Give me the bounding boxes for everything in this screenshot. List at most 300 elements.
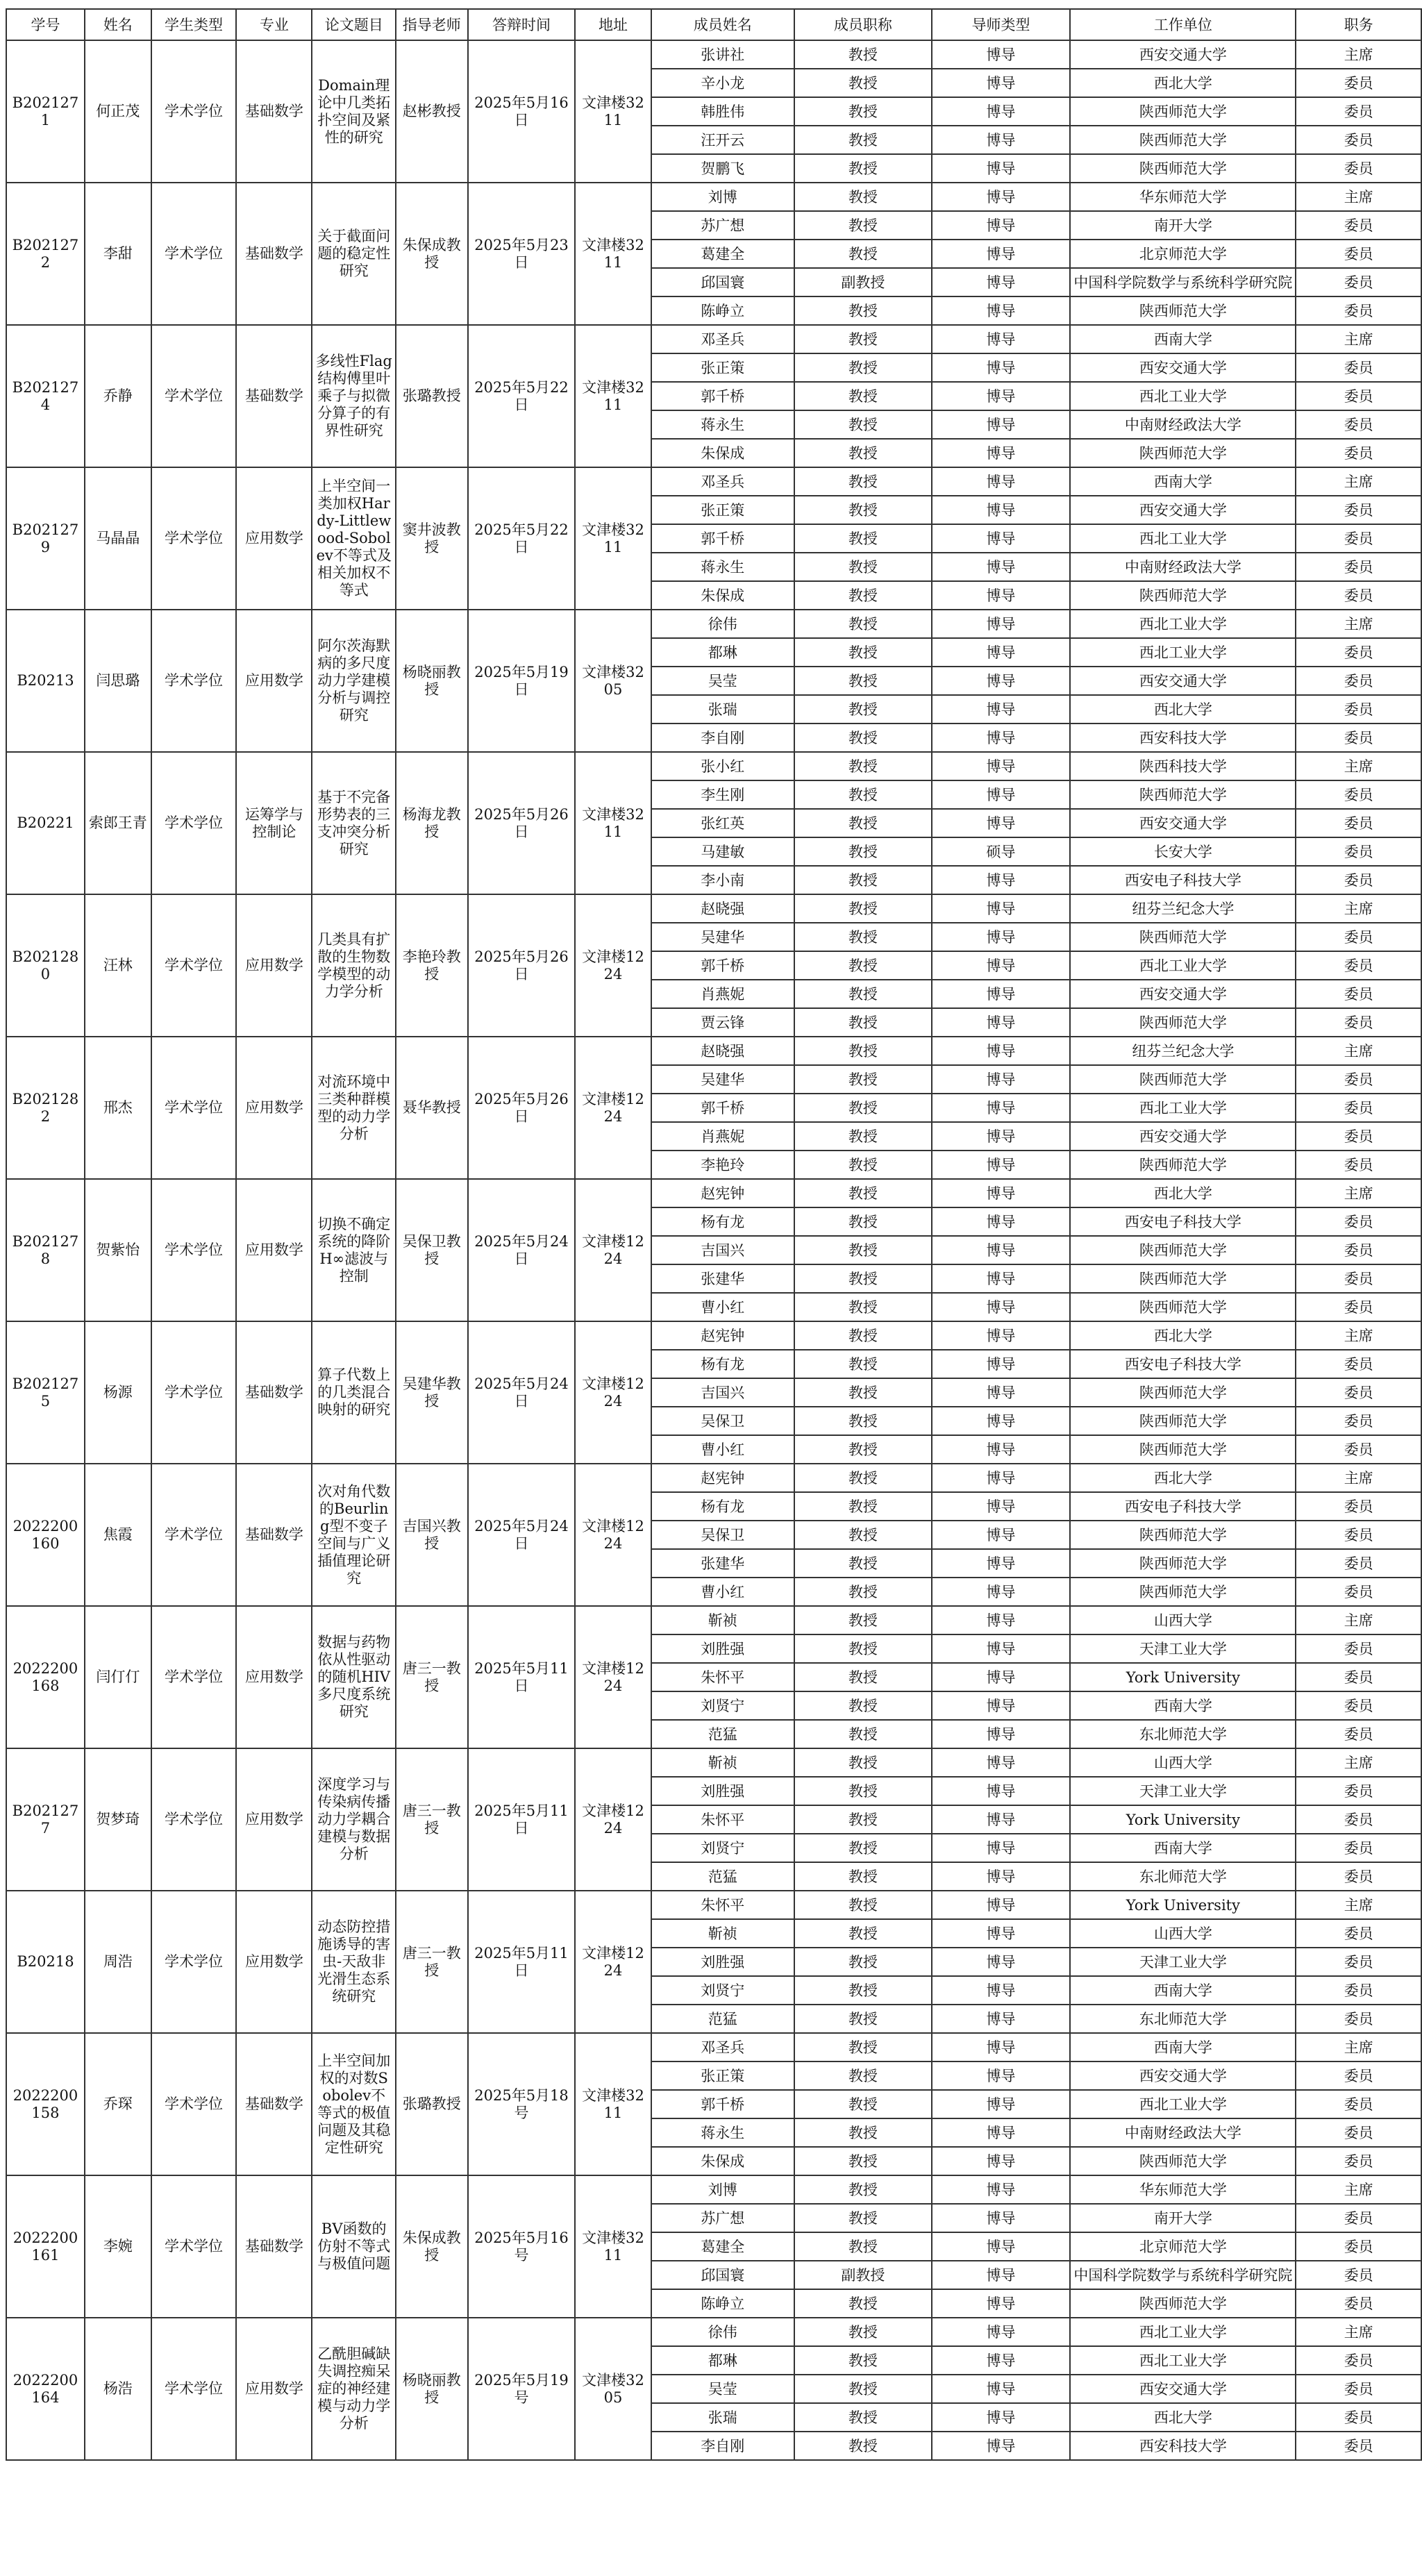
student-type-cell: 学术学位	[151, 752, 237, 894]
member-title-cell: 教授	[794, 2147, 932, 2175]
member-title-cell: 教授	[794, 1919, 932, 1948]
member-title-cell: 教授	[794, 1492, 932, 1521]
member-title-cell: 教授	[794, 1521, 932, 1549]
member-workplace-cell: 陕西师范大学	[1070, 1293, 1296, 1321]
member-role-cell: 委员	[1296, 980, 1421, 1008]
member-role-cell: 委员	[1296, 2403, 1421, 2432]
header-row	[6, 9, 1421, 40]
member-workplace-cell: 山西大学	[1070, 1748, 1296, 1777]
major-cell: 应用数学	[236, 1891, 312, 2033]
member-name-cell: 马建敏	[651, 837, 794, 866]
member-role-cell: 委员	[1296, 353, 1421, 382]
supervisor-type-cell: 博导	[932, 724, 1071, 752]
member-name-cell: 赵晓强	[651, 894, 794, 923]
major-cell: 基础数学	[236, 183, 312, 325]
member-title-cell: 教授	[794, 1976, 932, 2005]
member-role-cell: 委员	[1296, 2375, 1421, 2403]
supervisor-type-cell: 博导	[932, 353, 1071, 382]
header-member-name: 成员姓名	[651, 9, 794, 40]
supervisor-type-cell: 博导	[932, 923, 1071, 951]
member-role-cell: 委员	[1296, 410, 1421, 439]
major-cell: 基础数学	[236, 2175, 312, 2318]
member-name-cell: 韩胜伟	[651, 97, 794, 126]
member-role-cell: 委员	[1296, 268, 1421, 296]
member-role-cell: 委员	[1296, 296, 1421, 325]
thesis-title-cell: 乙酰胆碱缺失调控痴呆症的神经建模与动力学分析	[312, 2318, 396, 2460]
supervisor-type-cell: 博导	[932, 1549, 1071, 1578]
supervisor-type-cell: 博导	[932, 2261, 1071, 2289]
member-name-cell: 朱怀平	[651, 1805, 794, 1834]
member-title-cell: 教授	[794, 1350, 932, 1378]
member-name-cell: 刘贤宁	[651, 1834, 794, 1862]
major-cell: 基础数学	[236, 1464, 312, 1606]
member-workplace-cell: 陕西师范大学	[1070, 1151, 1296, 1179]
defense-time-cell: 2025年5月23日	[468, 183, 576, 325]
advisor-cell: 杨海龙教授	[396, 752, 468, 894]
member-workplace-cell: 西安交通大学	[1070, 2375, 1296, 2403]
member-name-cell: 朱怀平	[651, 1891, 794, 1919]
header-major: 专业	[236, 9, 312, 40]
member-title-cell: 教授	[794, 724, 932, 752]
student-id-cell: B20221	[6, 752, 85, 894]
member-workplace-cell: 陕西师范大学	[1070, 2147, 1296, 2175]
supervisor-type-cell: 博导	[932, 809, 1071, 837]
student-id-cell: B2021274	[6, 325, 85, 467]
supervisor-type-cell: 博导	[932, 1321, 1071, 1350]
member-workplace-cell: 西南大学	[1070, 467, 1296, 496]
member-role-cell: 委员	[1296, 2005, 1421, 2033]
location-cell: 文津楼1224	[575, 894, 651, 1037]
member-title-cell: 教授	[794, 325, 932, 353]
member-name-cell: 苏广想	[651, 2204, 794, 2232]
member-name-cell: 刘贤宁	[651, 1976, 794, 2005]
supervisor-type-cell: 博导	[932, 1008, 1071, 1037]
member-role-cell: 委员	[1296, 553, 1421, 581]
member-role-cell: 委员	[1296, 951, 1421, 980]
student-id-cell: B20213	[6, 610, 85, 752]
member-workplace-cell: 天津工业大学	[1070, 1634, 1296, 1663]
member-name-cell: 吴保卫	[651, 1407, 794, 1435]
location-cell: 文津楼1224	[575, 1037, 651, 1179]
member-name-cell: 贺鹏飞	[651, 154, 794, 183]
member-role-cell: 委员	[1296, 1207, 1421, 1236]
supervisor-type-cell: 博导	[932, 1464, 1071, 1492]
student-id-cell: B2021277	[6, 1748, 85, 1891]
member-workplace-cell: 西北工业大学	[1070, 951, 1296, 980]
member-title-cell: 教授	[794, 752, 932, 780]
thesis-title-cell: 上半空间加权的对数Sobolev不等式的极值问题及其稳定性研究	[312, 2033, 396, 2175]
student-type-cell: 学术学位	[151, 2033, 237, 2175]
member-title-cell: 教授	[794, 2432, 932, 2460]
major-cell: 应用数学	[236, 467, 312, 610]
advisor-cell: 李艳玲教授	[396, 894, 468, 1037]
member-workplace-cell: 陕西师范大学	[1070, 1407, 1296, 1435]
supervisor-type-cell: 博导	[932, 1720, 1071, 1748]
member-title-cell: 教授	[794, 296, 932, 325]
location-cell: 文津楼3211	[575, 2175, 651, 2318]
member-workplace-cell: 陕西师范大学	[1070, 154, 1296, 183]
student-id-cell: B2021278	[6, 1179, 85, 1321]
thesis-title-cell: 切换不确定系统的降阶H∞滤波与控制	[312, 1179, 396, 1321]
supervisor-type-cell: 博导	[932, 439, 1071, 467]
member-role-cell: 委员	[1296, 1549, 1421, 1578]
location-cell: 文津楼1224	[575, 1606, 651, 1748]
member-role-cell: 委员	[1296, 1976, 1421, 2005]
member-title-cell: 教授	[794, 1293, 932, 1321]
member-title-cell: 副教授	[794, 268, 932, 296]
student-name-cell: 邢杰	[85, 1037, 151, 1179]
member-role-cell: 委员	[1296, 1720, 1421, 1748]
member-title-cell: 教授	[794, 1891, 932, 1919]
member-title-cell: 教授	[794, 2204, 932, 2232]
member-name-cell: 曹小红	[651, 1435, 794, 1464]
student-name-cell: 贺紫怡	[85, 1179, 151, 1321]
member-role-cell: 委员	[1296, 1293, 1421, 1321]
member-workplace-cell: 西南大学	[1070, 1691, 1296, 1720]
member-role-cell: 主席	[1296, 40, 1421, 69]
member-role-cell: 委员	[1296, 780, 1421, 809]
member-title-cell: 教授	[794, 610, 932, 638]
supervisor-type-cell: 博导	[932, 97, 1071, 126]
member-title-cell: 教授	[794, 951, 932, 980]
member-workplace-cell: 西安交通大学	[1070, 353, 1296, 382]
major-cell: 应用数学	[236, 894, 312, 1037]
member-name-cell: 邓圣兵	[651, 325, 794, 353]
member-title-cell: 教授	[794, 1264, 932, 1293]
member-role-cell: 委员	[1296, 382, 1421, 410]
defense-time-cell: 2025年5月22日	[468, 325, 576, 467]
member-workplace-cell: 陕西师范大学	[1070, 1549, 1296, 1578]
member-name-cell: 郭千桥	[651, 951, 794, 980]
student-name-cell: 何正茂	[85, 40, 151, 183]
member-workplace-cell: 陕西师范大学	[1070, 780, 1296, 809]
member-name-cell: 徐伟	[651, 2318, 794, 2346]
header-supervisor-type: 导师类型	[932, 9, 1071, 40]
member-workplace-cell: 长安大学	[1070, 837, 1296, 866]
header-location: 地址	[575, 9, 651, 40]
supervisor-type-cell: 博导	[932, 126, 1071, 154]
advisor-cell: 杨晓丽教授	[396, 610, 468, 752]
table-row	[6, 1321, 1421, 1350]
major-cell: 应用数学	[236, 1606, 312, 1748]
member-workplace-cell: 西安交通大学	[1070, 809, 1296, 837]
member-workplace-cell: 山西大学	[1070, 1919, 1296, 1948]
supervisor-type-cell: 博导	[932, 69, 1071, 97]
member-role-cell: 委员	[1296, 1805, 1421, 1834]
member-name-cell: 吴莹	[651, 667, 794, 695]
supervisor-type-cell: 博导	[932, 1407, 1071, 1435]
member-role-cell: 主席	[1296, 183, 1421, 211]
member-role-cell: 委员	[1296, 240, 1421, 268]
student-name-cell: 焦霞	[85, 1464, 151, 1606]
student-id-cell: B2021282	[6, 1037, 85, 1179]
supervisor-type-cell: 博导	[932, 1891, 1071, 1919]
major-cell: 应用数学	[236, 1037, 312, 1179]
supervisor-type-cell: 博导	[932, 1094, 1071, 1122]
member-name-cell: 李艳玲	[651, 1151, 794, 1179]
supervisor-type-cell: 博导	[932, 1207, 1071, 1236]
student-type-cell: 学术学位	[151, 325, 237, 467]
advisor-cell: 朱保成教授	[396, 2175, 468, 2318]
member-workplace-cell: 陕西师范大学	[1070, 1378, 1296, 1407]
supervisor-type-cell: 博导	[932, 2005, 1071, 2033]
student-name-cell: 乔琛	[85, 2033, 151, 2175]
defense-time-cell: 2025年5月26日	[468, 752, 576, 894]
member-workplace-cell: 西北工业大学	[1070, 2346, 1296, 2375]
header-student-id: 学号	[6, 9, 85, 40]
table-row	[6, 2033, 1421, 2061]
member-title-cell: 教授	[794, 40, 932, 69]
member-role-cell: 委员	[1296, 2432, 1421, 2460]
thesis-title-cell: 基于不完备形势表的三支冲突分析研究	[312, 752, 396, 894]
supervisor-type-cell: 博导	[932, 2090, 1071, 2118]
student-type-cell: 学术学位	[151, 1748, 237, 1891]
member-role-cell: 委员	[1296, 2346, 1421, 2375]
defense-time-cell: 2025年5月19号	[468, 2318, 576, 2460]
student-type-cell: 学术学位	[151, 1464, 237, 1606]
member-workplace-cell: 西北大学	[1070, 695, 1296, 724]
supervisor-type-cell: 博导	[932, 2432, 1071, 2460]
location-cell: 文津楼1224	[575, 1179, 651, 1321]
student-name-cell: 汪林	[85, 894, 151, 1037]
member-workplace-cell: 西北工业大学	[1070, 2090, 1296, 2118]
defense-schedule-table	[6, 8, 1422, 2461]
member-name-cell: 范猛	[651, 2005, 794, 2033]
member-workplace-cell: 西北大学	[1070, 1321, 1296, 1350]
member-name-cell: 张讲社	[651, 40, 794, 69]
student-type-cell: 学术学位	[151, 1891, 237, 2033]
supervisor-type-cell: 博导	[932, 2061, 1071, 2090]
member-title-cell: 教授	[794, 154, 932, 183]
member-role-cell: 委员	[1296, 724, 1421, 752]
member-name-cell: 李自刚	[651, 2432, 794, 2460]
member-name-cell: 张建华	[651, 1264, 794, 1293]
student-type-cell: 学术学位	[151, 183, 237, 325]
defense-time-cell: 2025年5月24日	[468, 1321, 576, 1464]
member-workplace-cell: 西南大学	[1070, 1976, 1296, 2005]
member-title-cell: 教授	[794, 2118, 932, 2147]
member-name-cell: 刘胜强	[651, 1634, 794, 1663]
member-role-cell: 委员	[1296, 2118, 1421, 2147]
supervisor-type-cell: 博导	[932, 1179, 1071, 1207]
member-role-cell: 委员	[1296, 866, 1421, 894]
member-title-cell: 教授	[794, 1691, 932, 1720]
member-title-cell: 教授	[794, 97, 932, 126]
thesis-title-cell: 上半空间一类加权Hardy-Littlewood-Sobolev不等式及相关加权不等式	[312, 467, 396, 610]
member-title-cell: 教授	[794, 1663, 932, 1691]
table-row	[6, 2175, 1421, 2204]
member-workplace-cell: 陕西师范大学	[1070, 923, 1296, 951]
thesis-title-cell: 算子代数上的几类混合映射的研究	[312, 1321, 396, 1464]
supervisor-type-cell: 博导	[932, 496, 1071, 524]
member-role-cell: 委员	[1296, 1691, 1421, 1720]
member-name-cell: 郭千桥	[651, 524, 794, 553]
member-workplace-cell: 陕西师范大学	[1070, 97, 1296, 126]
major-cell: 基础数学	[236, 2033, 312, 2175]
member-workplace-cell: 陕西师范大学	[1070, 1435, 1296, 1464]
member-workplace-cell: 陕西师范大学	[1070, 1008, 1296, 1037]
member-name-cell: 靳祯	[651, 1748, 794, 1777]
member-role-cell: 委员	[1296, 1151, 1421, 1179]
student-id-cell: B2021279	[6, 467, 85, 610]
supervisor-type-cell: 博导	[932, 2232, 1071, 2261]
student-id-cell: B20218	[6, 1891, 85, 2033]
thesis-title-cell: 次对角代数的Beurling型不变子空间与广义插值理论研究	[312, 1464, 396, 1606]
thesis-title-cell: 动态防控措施诱导的害虫-天敌非光滑生态系统研究	[312, 1891, 396, 2033]
student-type-cell: 学术学位	[151, 1606, 237, 1748]
supervisor-type-cell: 博导	[932, 1122, 1071, 1151]
member-role-cell: 委员	[1296, 211, 1421, 240]
defense-time-cell: 2025年5月16号	[468, 2175, 576, 2318]
member-name-cell: 曹小红	[651, 1578, 794, 1606]
thesis-title-cell: 数据与药物依从性驱动的随机HIV多尺度系统研究	[312, 1606, 396, 1748]
defense-time-cell: 2025年5月18号	[468, 2033, 576, 2175]
header-advisor: 指导老师	[396, 9, 468, 40]
member-role-cell: 委员	[1296, 524, 1421, 553]
member-name-cell: 刘博	[651, 183, 794, 211]
member-workplace-cell: 中国科学院数学与系统科学研究院	[1070, 268, 1296, 296]
thesis-title-cell: 关于截面问题的稳定性研究	[312, 183, 396, 325]
member-name-cell: 张正策	[651, 496, 794, 524]
supervisor-type-cell: 博导	[932, 2204, 1071, 2232]
supervisor-type-cell: 博导	[932, 296, 1071, 325]
student-id-cell: B2021271	[6, 40, 85, 183]
location-cell: 文津楼3211	[575, 2033, 651, 2175]
member-workplace-cell: 西安电子科技大学	[1070, 1207, 1296, 1236]
member-role-cell: 主席	[1296, 2175, 1421, 2204]
student-id-cell: B2021272	[6, 183, 85, 325]
member-role-cell: 委员	[1296, 1378, 1421, 1407]
member-title-cell: 教授	[794, 894, 932, 923]
member-name-cell: 范猛	[651, 1720, 794, 1748]
defense-time-cell: 2025年5月22日	[468, 467, 576, 610]
supervisor-type-cell: 博导	[932, 1976, 1071, 2005]
member-title-cell: 教授	[794, 1378, 932, 1407]
student-name-cell: 李婉	[85, 2175, 151, 2318]
member-name-cell: 李小南	[651, 866, 794, 894]
supervisor-type-cell: 博导	[932, 2175, 1071, 2204]
member-workplace-cell: 纽芬兰纪念大学	[1070, 894, 1296, 923]
member-name-cell: 蒋永生	[651, 2118, 794, 2147]
member-title-cell: 教授	[794, 923, 932, 951]
supervisor-type-cell: 博导	[932, 2289, 1071, 2318]
defense-time-cell: 2025年5月24日	[468, 1179, 576, 1321]
table-row	[6, 894, 1421, 923]
member-title-cell: 教授	[794, 866, 932, 894]
member-workplace-cell: 中南财经政法大学	[1070, 553, 1296, 581]
location-cell: 文津楼1224	[575, 1748, 651, 1891]
member-name-cell: 郭千桥	[651, 1094, 794, 1122]
header-thesis: 论文题目	[312, 9, 396, 40]
supervisor-type-cell: 博导	[932, 695, 1071, 724]
member-role-cell: 主席	[1296, 1179, 1421, 1207]
supervisor-type-cell: 博导	[932, 2375, 1071, 2403]
member-title-cell: 教授	[794, 1151, 932, 1179]
member-role-cell: 委员	[1296, 1948, 1421, 1976]
student-name-cell: 闫思璐	[85, 610, 151, 752]
member-name-cell: 张小红	[651, 752, 794, 780]
member-name-cell: 徐伟	[651, 610, 794, 638]
member-role-cell: 委员	[1296, 809, 1421, 837]
member-title-cell: 教授	[794, 2403, 932, 2432]
member-workplace-cell: 华东师范大学	[1070, 183, 1296, 211]
table-row	[6, 467, 1421, 496]
member-role-cell: 主席	[1296, 1037, 1421, 1065]
member-title-cell: 教授	[794, 1094, 932, 1122]
table-row	[6, 1464, 1421, 1492]
member-name-cell: 汪开云	[651, 126, 794, 154]
member-role-cell: 主席	[1296, 1748, 1421, 1777]
location-cell: 文津楼1224	[575, 1464, 651, 1606]
member-role-cell: 主席	[1296, 2318, 1421, 2346]
student-type-cell: 学术学位	[151, 1321, 237, 1464]
member-name-cell: 刘贤宁	[651, 1691, 794, 1720]
defense-time-cell: 2025年5月26日	[468, 1037, 576, 1179]
member-role-cell: 委员	[1296, 1065, 1421, 1094]
member-role-cell: 委员	[1296, 1407, 1421, 1435]
student-id-cell: 2022200160	[6, 1464, 85, 1606]
member-role-cell: 主席	[1296, 1321, 1421, 1350]
supervisor-type-cell: 博导	[932, 752, 1071, 780]
member-role-cell: 委员	[1296, 695, 1421, 724]
advisor-cell: 聂华教授	[396, 1037, 468, 1179]
member-name-cell: 邱国寰	[651, 268, 794, 296]
member-role-cell: 委员	[1296, 126, 1421, 154]
major-cell: 基础数学	[236, 1321, 312, 1464]
member-name-cell: 郭千桥	[651, 2090, 794, 2118]
member-workplace-cell: 陕西师范大学	[1070, 126, 1296, 154]
member-role-cell: 委员	[1296, 2090, 1421, 2118]
student-name-cell: 闫仃仃	[85, 1606, 151, 1748]
member-workplace-cell: 西安交通大学	[1070, 1122, 1296, 1151]
defense-time-cell: 2025年5月11日	[468, 1891, 576, 2033]
advisor-cell: 杨晓丽教授	[396, 2318, 468, 2460]
member-workplace-cell: 北京师范大学	[1070, 240, 1296, 268]
location-cell: 文津楼3211	[575, 325, 651, 467]
thesis-title-cell: 深度学习与传染病传播动力学耦合建模与数据分析	[312, 1748, 396, 1891]
member-workplace-cell: 东北师范大学	[1070, 1720, 1296, 1748]
member-role-cell: 委员	[1296, 69, 1421, 97]
location-cell: 文津楼3211	[575, 183, 651, 325]
member-workplace-cell: 西安科技大学	[1070, 724, 1296, 752]
member-name-cell: 郭千桥	[651, 382, 794, 410]
member-role-cell: 主席	[1296, 2033, 1421, 2061]
member-title-cell: 教授	[794, 2318, 932, 2346]
supervisor-type-cell: 博导	[932, 1862, 1071, 1891]
member-workplace-cell: 西安电子科技大学	[1070, 1350, 1296, 1378]
member-workplace-cell: 陕西师范大学	[1070, 1264, 1296, 1293]
member-name-cell: 张瑞	[651, 695, 794, 724]
major-cell: 应用数学	[236, 1179, 312, 1321]
supervisor-type-cell: 博导	[932, 2033, 1071, 2061]
advisor-cell: 吴建华教授	[396, 1321, 468, 1464]
member-role-cell: 委员	[1296, 1492, 1421, 1521]
advisor-cell: 唐三一教授	[396, 1748, 468, 1891]
supervisor-type-cell: 博导	[932, 1492, 1071, 1521]
member-title-cell: 教授	[794, 211, 932, 240]
supervisor-type-cell: 博导	[932, 610, 1071, 638]
member-name-cell: 朱保成	[651, 2147, 794, 2175]
member-name-cell: 张红英	[651, 809, 794, 837]
member-name-cell: 刘胜强	[651, 1777, 794, 1805]
header-student-type: 学生类型	[151, 9, 237, 40]
advisor-cell: 朱保成教授	[396, 183, 468, 325]
member-workplace-cell: 北京师范大学	[1070, 2232, 1296, 2261]
member-name-cell: 曹小红	[651, 1293, 794, 1321]
student-type-cell: 学术学位	[151, 1179, 237, 1321]
supervisor-type-cell: 博导	[932, 1834, 1071, 1862]
header-defense-time: 答辩时间	[468, 9, 576, 40]
